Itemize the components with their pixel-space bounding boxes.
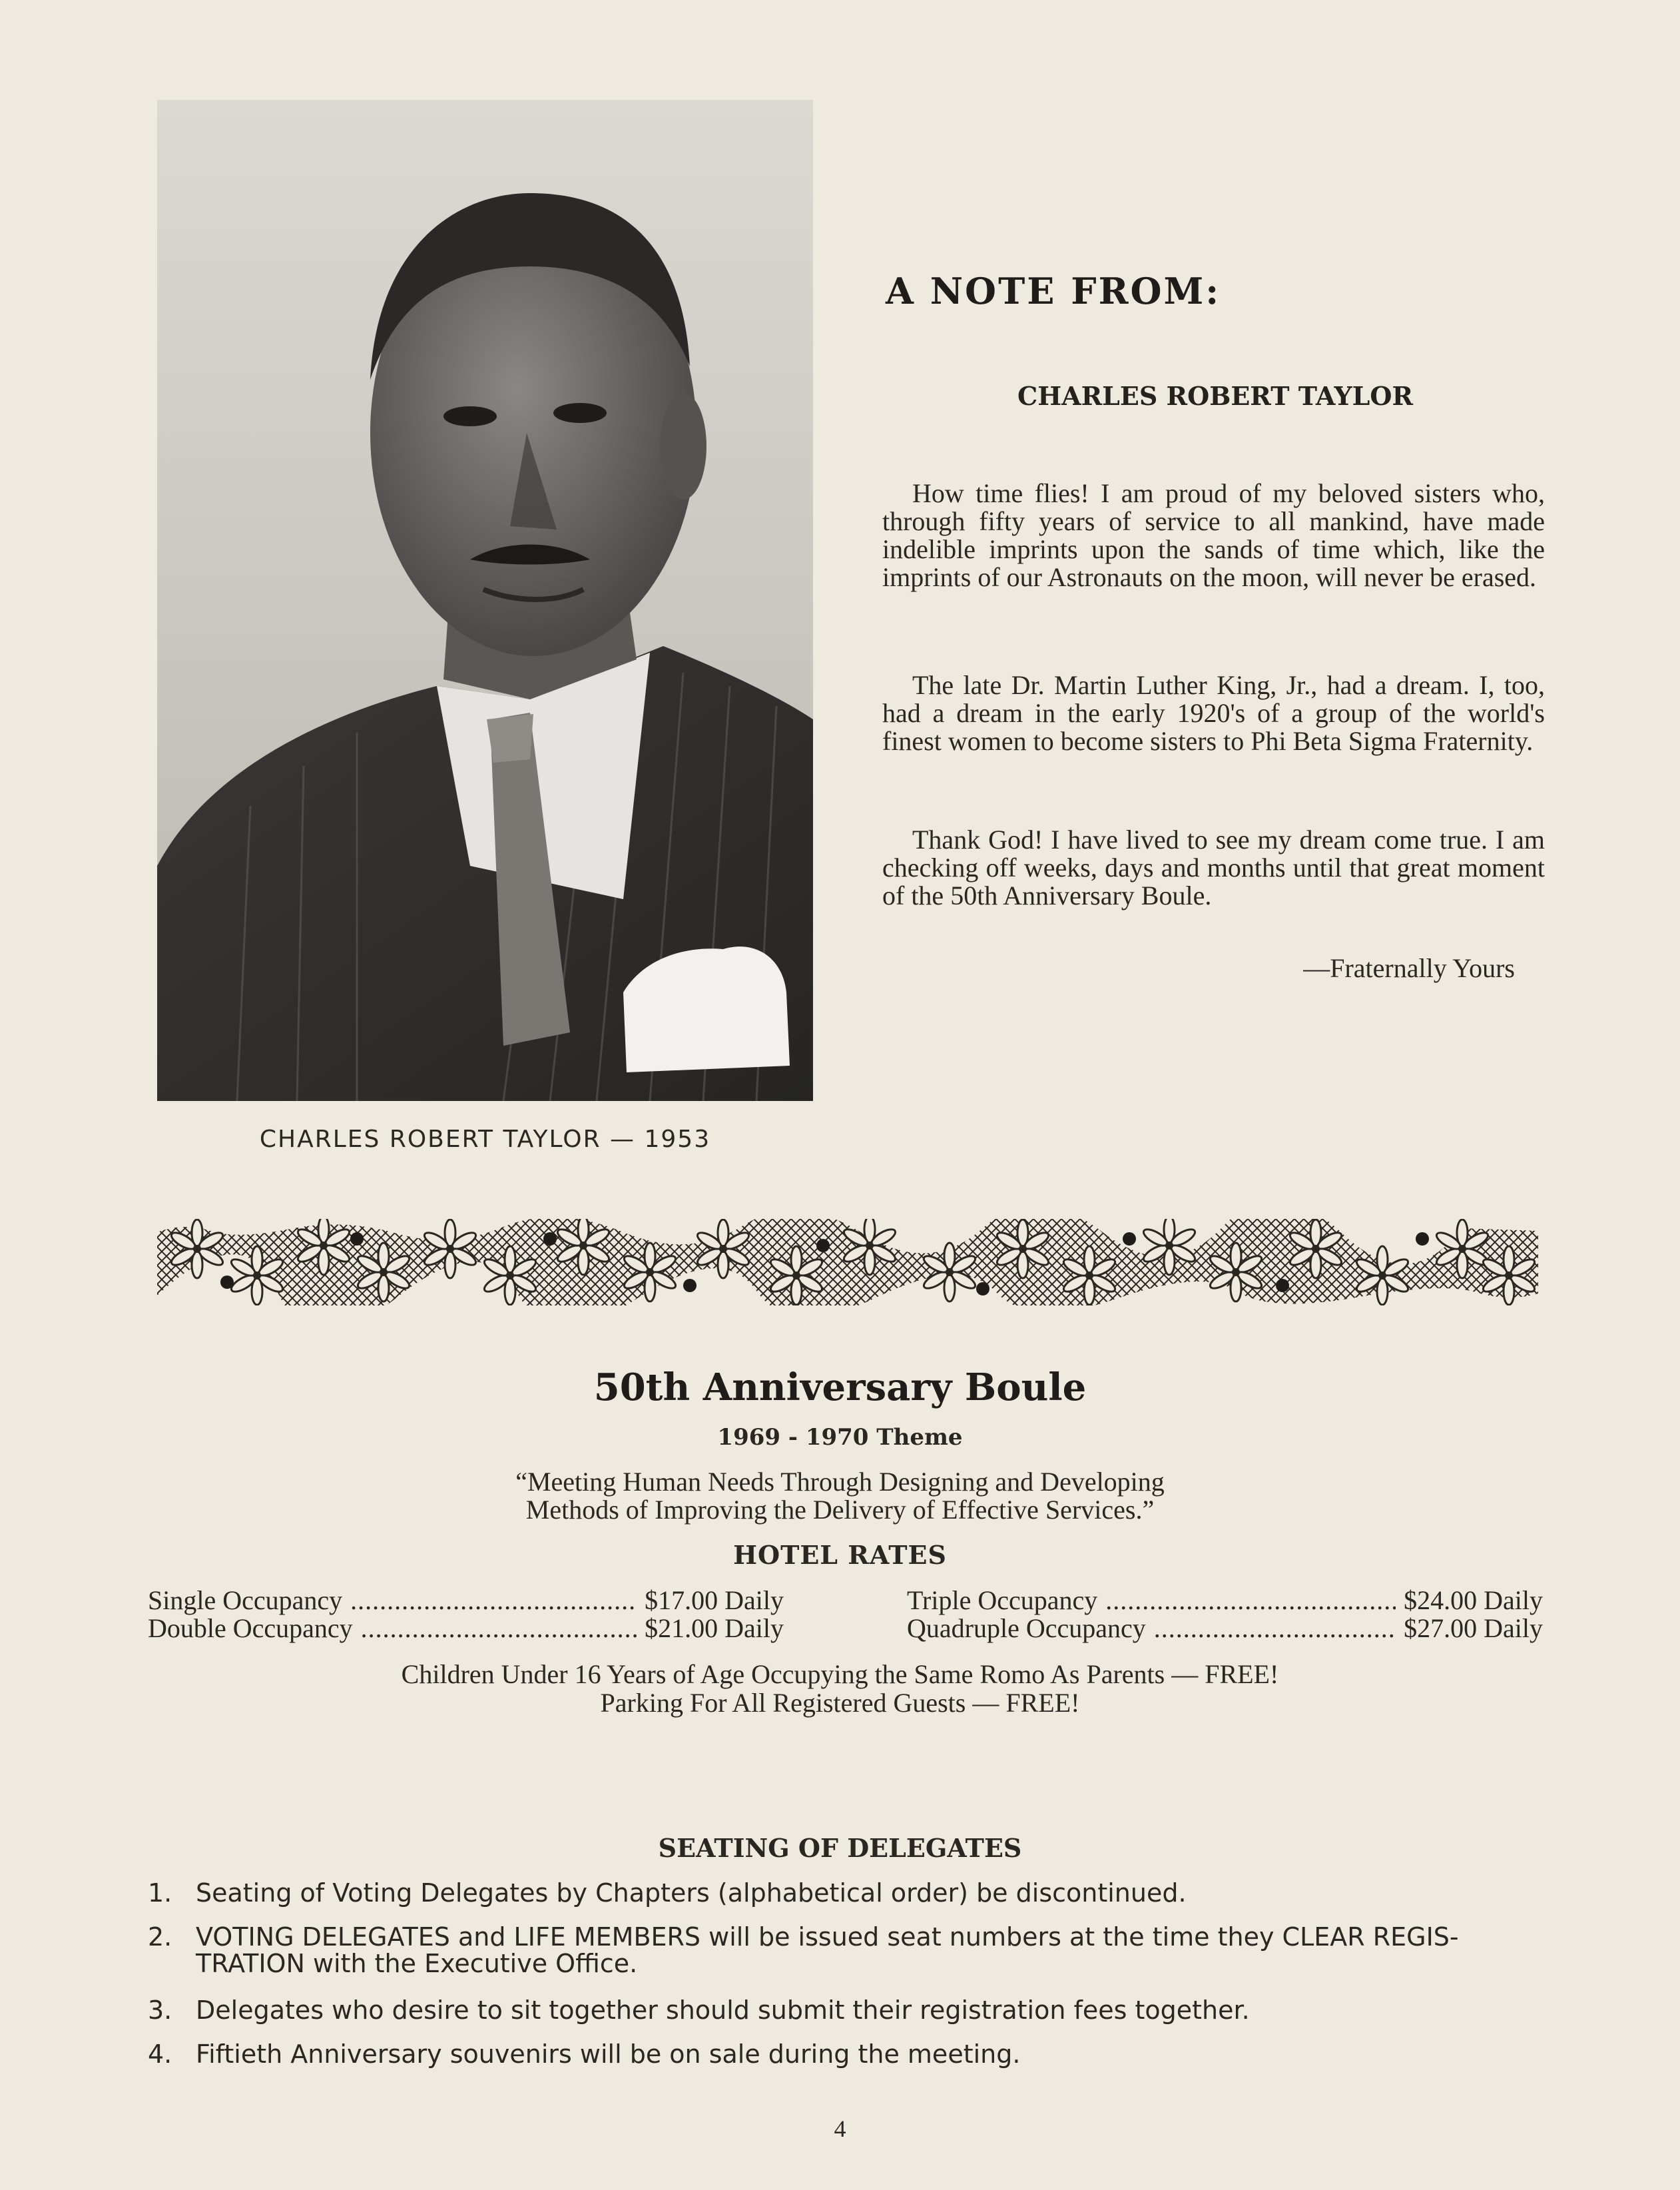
note-signoff: —Fraternally Yours	[1303, 953, 1515, 983]
leader-dots	[361, 1615, 637, 1643]
hotel-rates-heading: HOTEL RATES	[733, 1540, 947, 1570]
note-author: CHARLES ROBERT TAYLOR	[1017, 381, 1414, 411]
note-paragraph: How time flies! I am proud of my beloved sisters who, through fifty years of service to all mankind, have made indelible imprints upon the sands of time which, like the imprints of our Astronauts on the moon, will never be erased.	[882, 478, 1545, 592]
note-paragraph: The late Dr. Martin Luther King, Jr., had a dream. I, too, had a dream in the early 1920's of a group of the world's finest women to become sisters to Phi Beta Sigma Fraternity.	[882, 670, 1545, 756]
rate-price: $27.00 Daily	[1404, 1613, 1543, 1643]
list-text: VOTING DELEGATES and LIFE MEMBERS will be issued seat numbers at the time they CLEAR REGIS- TRATION with the Executive Office.	[196, 1922, 1459, 1978]
leader-dots	[1154, 1615, 1396, 1643]
portrait-photo	[157, 100, 813, 1101]
children-note: Children Under 16 Years of Age Occupying the Same Romo As Parents — FREE!	[401, 1659, 1279, 1689]
leader-dots	[350, 1587, 637, 1615]
list-number: 4.	[148, 2039, 172, 2069]
note-heading: A NOTE FROM:	[886, 270, 1221, 312]
floral-pattern-icon	[157, 1219, 1538, 1305]
list-text: Fiftieth Anniversary souvenirs will be on sale during the meeting.	[196, 2039, 1021, 2069]
list-text: Delegates who desire to sit together should submit their registration fees together.	[196, 1996, 1250, 2025]
note-paragraph: Thank God! I have lived to see my dream come true. I am checking off weeks, days and months until that great moment of the 50th Anniversary Boule.	[882, 825, 1545, 911]
rate-label: Single Occupancy	[148, 1585, 343, 1615]
rate-label: Double Occupancy	[148, 1613, 353, 1643]
parking-note: Parking For All Registered Guests — FREE!	[600, 1688, 1080, 1718]
list-number: 2.	[148, 1922, 172, 1952]
list-text: Seating of Voting Delegates by Chapters (alphabetical order) be discontinued.	[196, 1878, 1187, 1908]
portrait-illustration	[157, 100, 813, 1101]
list-item	[148, 1997, 1546, 2023]
rate-price: $24.00 Daily	[1404, 1585, 1543, 1615]
seating-heading: SEATING OF DELEGATES	[658, 1833, 1022, 1863]
rate-row-single	[148, 1587, 784, 1615]
list-number: 1.	[148, 1878, 172, 1908]
list-item	[148, 1924, 1546, 1977]
page-number: 4	[834, 2115, 846, 2142]
list-item	[148, 2041, 1546, 2067]
list-item	[148, 1880, 1546, 1906]
rate-row-double	[148, 1615, 784, 1643]
boule-year-theme: 1969 - 1970 Theme	[717, 1424, 963, 1451]
photo-caption: CHARLES ROBERT TAYLOR — 1953	[259, 1126, 711, 1153]
boule-theme-quote	[0, 1468, 1680, 1524]
rate-row-quadruple	[907, 1615, 1543, 1643]
rate-price: $17.00 Daily	[645, 1585, 784, 1615]
rate-label: Quadruple Occupancy	[907, 1613, 1146, 1643]
boule-title: 50th Anniversary Boule	[593, 1365, 1087, 1409]
leader-dots	[1105, 1587, 1396, 1615]
theme-line: “Meeting Human Needs Through Designing and Developing	[515, 1467, 1165, 1497]
floral-divider	[157, 1219, 1538, 1305]
rate-label: Triple Occupancy	[907, 1585, 1098, 1615]
theme-line: Methods of Improving the Delivery of Effective Services.”	[525, 1495, 1155, 1525]
rate-row-triple	[907, 1587, 1543, 1615]
list-number: 3.	[148, 1996, 172, 2025]
rate-price: $21.00 Daily	[645, 1613, 784, 1643]
